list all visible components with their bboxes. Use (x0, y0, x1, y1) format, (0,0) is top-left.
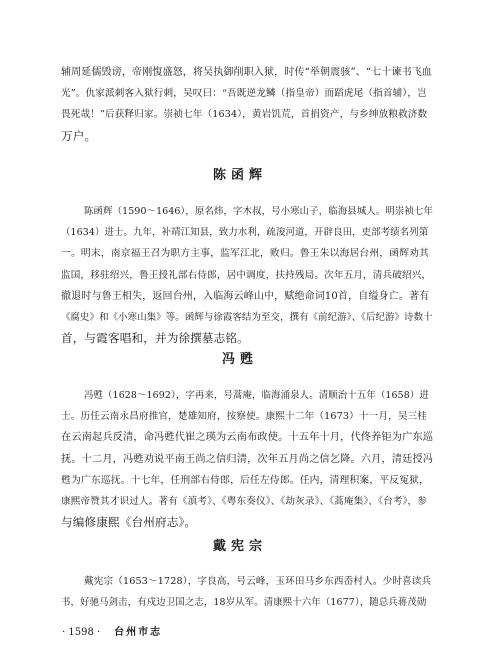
text-line: 与编修康熙《台州府志》。 (61, 515, 197, 530)
text-line: 冯甦（1628～1692），字再来，号蒿庵，临海涌泉人。清顺治十五年（1658）进 (84, 390, 429, 401)
text-line: 康熙帝赞其才识过人。著有《滇考》、《粤东奏仪》、《劫灰录》、《蒿庵集》、《台考》，参 (61, 496, 428, 508)
book-title: 台州市志 (114, 627, 163, 638)
text-line: 陈函辉（1590～1646），原名炜，字木叔，号小寒山子，临海县城人。明崇祯七年 (84, 206, 434, 217)
page-footer (62, 623, 162, 638)
paragraph-wu-zhiyu (61, 62, 433, 147)
text-line: 戴宪宗（1653～1728），字良高，号云峰，玉环田马乡东西岙村人。少时喜读兵 (84, 576, 432, 587)
section-heading-feng-su: 冯甦 (221, 352, 258, 367)
text-line: 畏死哉！”后获释归家。崇祯七年（1634），黄岩饥荒，首捐资产，与乡绅放粮救济数 (61, 109, 428, 121)
text-line: 万户。 (61, 128, 97, 143)
text-line: 抚。十二月，冯甦劝说平南王尚之信归清，次年五月尚之信乞降。六月，清廷授冯 (61, 453, 434, 465)
page-number: · 1598 · (62, 627, 101, 638)
section-heading-chen-hanhui: 陈函辉 (212, 168, 267, 183)
text-line: 首，与霞客唱和，并为徐撰墓志铭。 (61, 331, 249, 346)
section-heading-dai-xianzong: 戴宪宗 (212, 539, 267, 554)
text-line: 《腐史》和《小寒山集》等。函辉与徐霞客结为至交，撰有《前纪游》、《后纪游》诗数十 (61, 312, 433, 324)
text-line: 监国，移驻绍兴，鲁王授礼部右侍郎，居中调度，扶持残局。次年五月，清兵破绍兴， (61, 269, 432, 281)
text-line: 书，好驰马剑击，有戍边卫国之志，18岁从军。清康熙十六年（1677），随总兵蒋茂勋 (61, 597, 427, 609)
text-line: 士。历任云南永昌府推官，楚雄知府，按察使。康熙十二年（1673）十一月，吴三桂 (61, 411, 428, 423)
paragraph-chen-hanhui (61, 201, 433, 349)
paragraph-feng-su (61, 385, 433, 533)
text-line: 撤退时与鲁王相失，返回台州，入临海云峰山中，赋绝命词10首，自缢身亡。著有 (61, 290, 430, 302)
text-line: 辅周延儒毁谤，帝刚愎盛怒，将吴执御削职入狱，时传“举朝震骇”、“七十谏书飞血 (61, 67, 433, 78)
paragraph-dai-xianzong (61, 571, 433, 613)
text-line: 在云南起兵反清，命冯甦代崔之瑛为云南布政使。十五年十月，代佟养钜为广东巡 (61, 432, 434, 444)
text-line: 一。明末，南京福王召为职方主事，监军江北，败归。鲁王朱以海居台州，函辉劝其 (61, 248, 430, 260)
text-line: 光”。仇家派刺客入狱行刺，吴叹曰：“吾既逆龙鳞（指皇帝）而蹈虎尾（指首辅），岂 (61, 88, 427, 100)
text-line: 甦为广东巡抚。十七年，任刑部右侍郎，后任左侍郎。任内，清理积案，平反冤狱， (61, 474, 430, 486)
text-line: （1634）进士。九年，补靖江知县，致力水利，疏浚河道，开辟良田，吏部考绩名列第 (61, 227, 429, 239)
